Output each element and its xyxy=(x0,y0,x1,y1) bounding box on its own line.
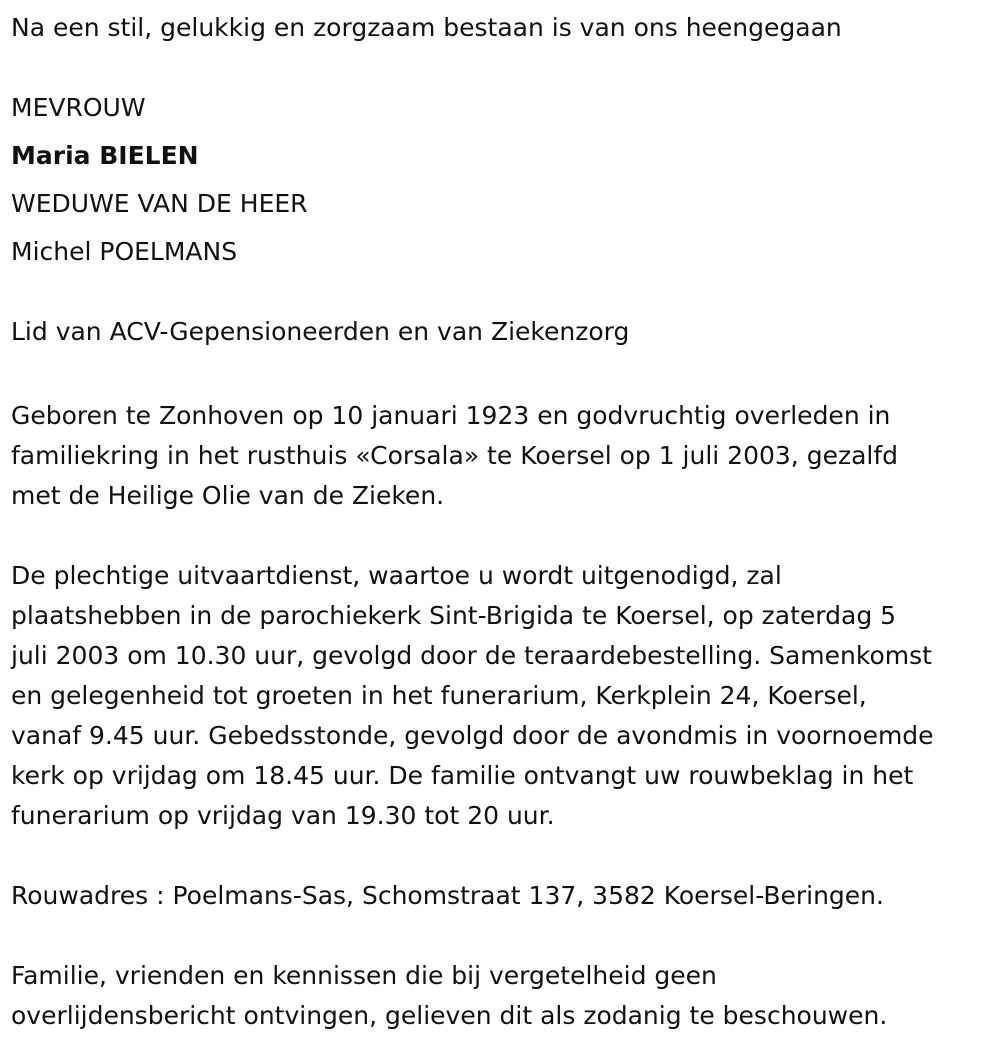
birth-paragraph xyxy=(11,396,996,516)
intro-line: Na een stil, gelukkig en zorgzaam bestaan is van ons heengegaan xyxy=(11,13,842,42)
birth-line: met de Heilige Olie van de Zieken. xyxy=(11,481,445,510)
address-paragraph xyxy=(11,876,996,916)
service-line: vanaf 9.45 uur. Gebedsstonde, gevolgd door de avondmis in voornoemde xyxy=(11,721,934,750)
closing-line: overlijdensbericht ontvingen, gelieven dit als zodanig te beschouwen. xyxy=(11,1001,888,1030)
service-paragraph xyxy=(11,556,996,836)
closing-paragraph xyxy=(11,956,996,1036)
deceased-name: Maria BIELEN xyxy=(11,141,199,170)
birth-line: Geboren te Zonhoven op 10 januari 1923 en godvruchtig overleden in xyxy=(11,401,891,430)
deceased-block xyxy=(11,84,996,276)
service-line: juli 2003 om 10.30 uur, gevolgd door de teraardebestelling. Samenkomst xyxy=(11,641,932,670)
service-line: plaatshebben in de parochiekerk Sint-Brigida te Koersel, op zaterdag 5 xyxy=(11,601,897,630)
title-line: MEVROUW xyxy=(11,93,146,122)
widow-line: WEDUWE VAN DE HEER xyxy=(11,189,308,218)
service-line: en gelegenheid tot groeten in het funerarium, Kerkplein 24, Koersel, xyxy=(11,681,867,710)
spouse-name: Michel POELMANS xyxy=(11,237,238,266)
address-line: Rouwadres : Poelmans-Sas, Schomstraat 137, 3582 Koersel-Beringen. xyxy=(11,881,884,910)
obituary-document xyxy=(11,4,996,1036)
membership-line: Lid van ACV-Gepensioneerden en van Ziekenzorg xyxy=(11,317,630,346)
closing-line: Familie, vrienden en kennissen die bij vergetelheid geen xyxy=(11,961,717,990)
birth-line: familiekring in het rusthuis «Corsala» te Koersel op 1 juli 2003, gezalfd xyxy=(11,441,899,470)
service-line: De plechtige uitvaartdienst, waartoe u wordt uitgenodigd, zal xyxy=(11,561,782,590)
service-line: kerk op vrijdag om 18.45 uur. De familie ontvangt uw rouwbeklag in het xyxy=(11,761,914,790)
service-line: funerarium op vrijdag van 19.30 tot 20 uur. xyxy=(11,801,555,830)
